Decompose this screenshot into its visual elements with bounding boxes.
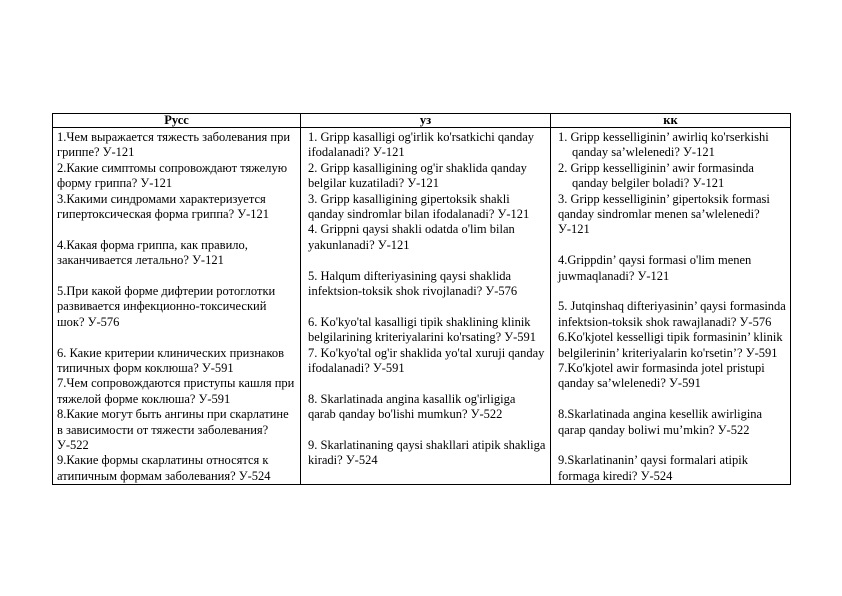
kk-question-4: 4.Grippdin’ qaysi formasi o'lim menen juwmaqlanadi? У-121 xyxy=(558,253,752,283)
kk-question-2 xyxy=(558,161,786,192)
ru-question-4: 4.Какая форма гриппа, как правило, заканчивается летально? У-121 xyxy=(57,237,248,268)
uz-question-9: 9. Skarlatinaning qaysi shakllari atipik shakliga kiradi? У-524 xyxy=(308,438,546,468)
uz-question-8: 8. Skarlatinada angina kasallik og'irligiga qarab qanday bo'lishi mumkun? У-522 xyxy=(308,391,516,422)
uz-question-2: 2. Gripp kasalligining og'ir shaklida qanday belgilar kuzatiladi? У-121 xyxy=(308,160,527,191)
uz-question-3: 3. Gripp kasalligining gipertoksik shakli qanday sindromlar bilan ifodalanadi? У-121 xyxy=(308,191,530,222)
kk-question-1-number: 1. xyxy=(558,130,571,144)
header-uz: уз xyxy=(301,114,551,128)
kk-question-5: 5. Jutqinshaq difteriyasinin’ qaysi formasinda infektsion-toksik shok rawajlanadi? У-576 xyxy=(558,299,786,329)
kk-question-7: 7.Ko'kjotel awir formasinda jotel pristupi qanday sa’wlelenedi? У-591 xyxy=(558,361,765,391)
kk-question-9: 9.Skarlatinanin’ qaysi formalari atipik formaga kiredi? У-524 xyxy=(558,453,748,483)
ru-question-2: 2.Какие симптомы сопровождают тяжелую форму гриппа? У-121 xyxy=(57,160,288,191)
ru-question-9: 9.Какие формы скарлатины относятся к атипичным формам заболевания? У-524 xyxy=(57,453,271,483)
uz-question-6: 6. Ko'kyo'tal kasalligi tipik shaklining klinik belgilarining kriteriyalarini ko'rsating? У-591 xyxy=(308,314,537,345)
kk-question-8: 8.Skarlatinada angina kesellik awirligina qarap qanday boliwi mu’mkin? У-522 xyxy=(558,407,763,437)
ru-question-7: 7.Чем сопровождаются приступы кашля при тяжелой форме коклюша? У-591 xyxy=(57,376,295,406)
kk-question-1-first-line: Gripp kesselliginin’ awirliq ko'rserkishi xyxy=(570,130,769,144)
kk-question-6: 6.Ko'kjotel kesselligi tipik formasinin’ klinik belgilerinin’ kriteriyalarin ko'rsetin’? У-591 xyxy=(558,330,783,360)
kk-question-1-continuation: qanday sa’wlelenedi? У-121 xyxy=(572,145,715,160)
uz-question-7: 7. Ko'kyo'tal og'ir shaklida yo'tal xuruji qanday ifodalanadi? У-591 xyxy=(308,345,545,376)
header-ru: Русс xyxy=(53,114,301,128)
kk-question-3: 3. Gripp kesselliginin’ gipertoksik formasi qanday sindromlar menen sa’wlelenedi? У-121 xyxy=(558,191,770,237)
header-kk: кк xyxy=(551,114,791,128)
ru-column xyxy=(53,128,301,485)
kk-question-2-first-line: Gripp kesselliginin’ awir formasinda xyxy=(570,160,754,175)
kk-column xyxy=(551,128,791,485)
kk-question-1 xyxy=(558,130,786,161)
content-row xyxy=(53,128,791,485)
header-row xyxy=(53,114,791,128)
ru-question-8: 8.Какие могут быть ангины при скарлатине в зависимости от тяжести заболевания? У-522 xyxy=(57,407,289,453)
ru-question-5: 5.При какой форме дифтерии ротоглотки развивается инфекционно-токсический шок? У-576 xyxy=(57,284,276,329)
ru-question-6: 6. Какие критерии клинических признаков типичных форм коклюша? У-591 xyxy=(57,345,285,376)
ru-question-1: 1.Чем выражается тяжесть заболевания при гриппе? У-121 xyxy=(57,130,291,160)
uz-question-4: 4. Grippni qaysi shakli odatda o'lim bilan yakunlanadi? У-121 xyxy=(308,222,515,252)
questions-table xyxy=(52,113,791,485)
ru-question-3: 3.Какими синдромами характеризуется гипертоксическая форма гриппа? У-121 xyxy=(57,191,270,222)
uz-question-5: 5. Halqum difteriyasining qaysi shaklida infektsion-toksik shok rivojlanadi? У-576 xyxy=(308,268,518,299)
kk-question-2-number: 2. xyxy=(558,160,571,175)
uz-question-1: 1. Gripp kasalligi og'irlik ko'rsatkichi qanday ifodalanadi? У-121 xyxy=(308,130,534,160)
kk-question-2-continuation: qanday belgiler boladi? У-121 xyxy=(572,176,725,191)
uz-column xyxy=(301,128,551,485)
